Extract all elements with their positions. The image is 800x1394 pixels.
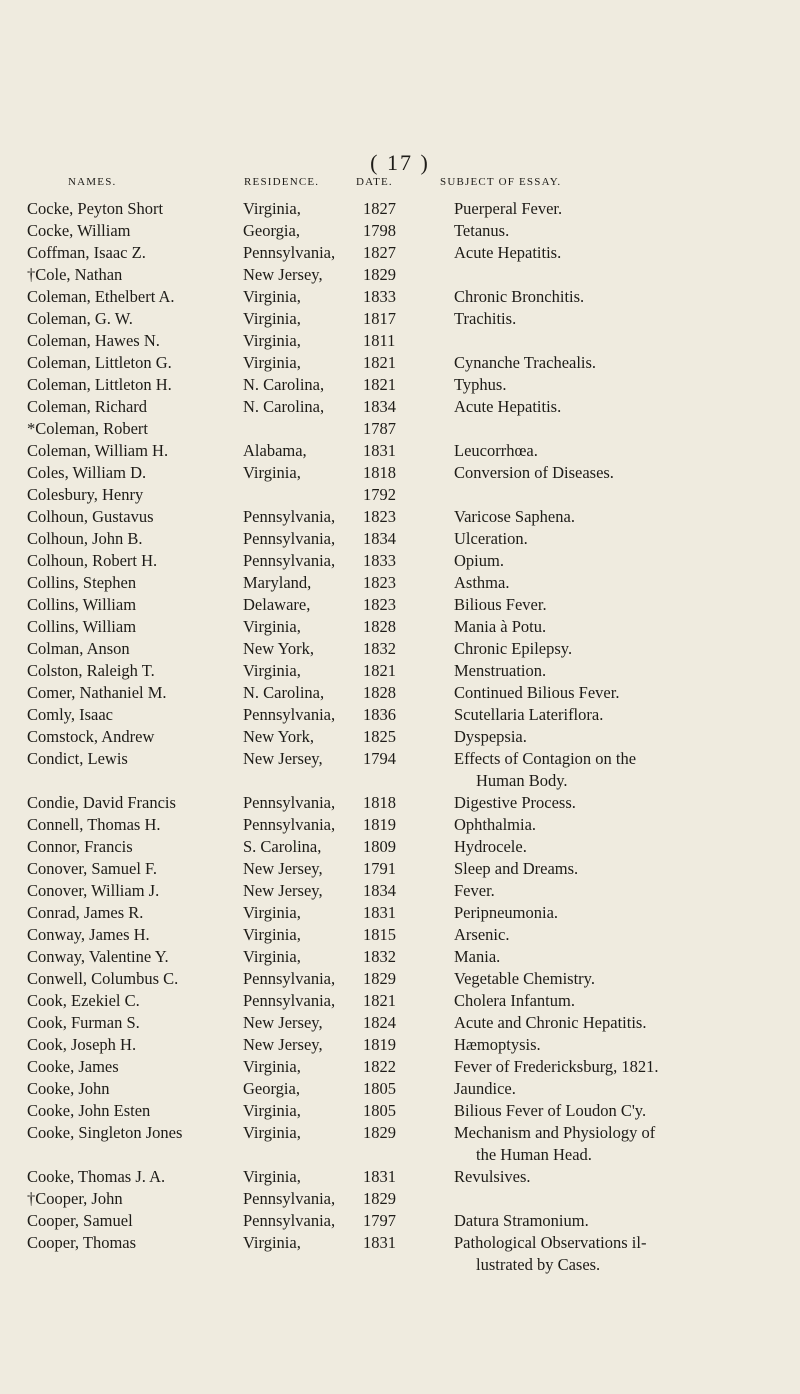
list-item xyxy=(0,418,800,440)
entry-residence: Maryland, xyxy=(243,573,312,592)
entry-residence: Pennsylvania, xyxy=(243,1189,336,1208)
entry-subject xyxy=(454,1034,794,1056)
list-item xyxy=(0,682,800,704)
entry-subject xyxy=(454,572,794,594)
entry-subject-line: Arsenic. xyxy=(454,925,510,944)
entry-date: 1825 xyxy=(363,727,396,746)
entry-subject-line: Opium. xyxy=(454,551,504,570)
entry-subject-line: Cholera Infantum. xyxy=(454,991,575,1010)
entry-subject-line: Chronic Bronchitis. xyxy=(454,287,585,306)
entry-residence: Virginia, xyxy=(243,1057,301,1076)
entry-date: 1792 xyxy=(363,485,396,504)
entry-date: 1829 xyxy=(363,1189,396,1208)
entry-residence: Virginia, xyxy=(243,309,301,328)
entry-residence: Delaware, xyxy=(243,595,311,614)
entry-residence: Virginia, xyxy=(243,1123,301,1142)
entry-date: 1831 xyxy=(363,1167,396,1186)
entry-subject xyxy=(454,836,794,858)
list-item xyxy=(0,726,800,748)
entry-subject xyxy=(454,968,794,990)
list-item xyxy=(0,704,800,726)
entry-name: †Cole, Nathan xyxy=(27,265,123,284)
list-item xyxy=(0,1034,800,1056)
entry-name: Conway, James H. xyxy=(27,925,150,944)
entry-residence: Virginia, xyxy=(243,331,301,350)
entry-name: Cooke, John Esten xyxy=(27,1101,151,1120)
entry-subject xyxy=(454,1012,794,1034)
entry-residence: Virginia, xyxy=(243,287,301,306)
entry-subject-line: Hydrocele. xyxy=(454,837,527,856)
entry-subject-line: Mechanism and Physiology of xyxy=(454,1123,656,1142)
entry-date: 1834 xyxy=(363,397,396,416)
entry-name: Coleman, Ethelbert A. xyxy=(27,287,175,306)
entry-subject xyxy=(454,1078,794,1100)
entry-subject-line: Acute Hepatitis. xyxy=(454,397,562,416)
header-date: DATE. xyxy=(356,176,393,188)
entry-date: 1805 xyxy=(363,1101,396,1120)
entry-residence: New Jersey, xyxy=(243,749,323,768)
entry-residence: Virginia, xyxy=(243,903,301,922)
entry-date: 1819 xyxy=(363,815,396,834)
entry-subject xyxy=(454,902,794,924)
list-item xyxy=(0,286,800,308)
entry-date: 1787 xyxy=(363,419,396,438)
entry-name: Coleman, William H. xyxy=(27,441,169,460)
entry-name: Cook, Joseph H. xyxy=(27,1035,137,1054)
entry-subject-line: Effects of Contagion on the xyxy=(454,749,637,768)
entry-subject-line: Acute Hepatitis. xyxy=(454,243,562,262)
list-item xyxy=(0,308,800,330)
entry-date: 1827 xyxy=(363,199,396,218)
entry-subject xyxy=(454,1166,794,1188)
entry-subject-line: Vegetable Chemistry. xyxy=(454,969,595,988)
entry-subject-line: Mania à Potu. xyxy=(454,617,547,636)
entry-date: 1829 xyxy=(363,265,396,284)
entry-subject xyxy=(454,528,794,550)
entry-name: Cooke, Singleton Jones xyxy=(27,1123,183,1142)
list-item xyxy=(0,638,800,660)
entry-residence: New Jersey, xyxy=(243,1013,323,1032)
entry-name: Conrad, James R. xyxy=(27,903,144,922)
entry-date: 1829 xyxy=(363,969,396,988)
list-item xyxy=(0,924,800,946)
entry-subject xyxy=(454,814,794,836)
entry-residence: Pennsylvania, xyxy=(243,551,336,570)
entry-subject-line: lustrated by Cases. xyxy=(476,1255,601,1274)
entry-date: 1817 xyxy=(363,309,396,328)
list-item xyxy=(0,506,800,528)
entry-subject xyxy=(454,286,794,308)
entry-residence: Pennsylvania, xyxy=(243,243,336,262)
entry-name: Collins, Stephen xyxy=(27,573,137,592)
entry-date: 1794 xyxy=(363,749,396,768)
column-headers xyxy=(0,176,800,196)
entry-subject-line: Datura Stramonium. xyxy=(454,1211,589,1230)
entry-residence: Virginia, xyxy=(243,947,301,966)
entry-residence: New Jersey, xyxy=(243,265,323,284)
list-item xyxy=(0,242,800,264)
entry-name: *Coleman, Robert xyxy=(27,419,148,438)
entry-subject xyxy=(454,792,794,814)
entry-name: Cooper, Samuel xyxy=(27,1211,133,1230)
entry-residence: Virginia, xyxy=(243,199,301,218)
entry-subject xyxy=(454,748,794,792)
entry-date: 1827 xyxy=(363,243,396,262)
entry-name: Cocke, Peyton Short xyxy=(27,199,164,218)
entry-name: Coleman, Littleton G. xyxy=(27,353,172,372)
entry-name: Cocke, William xyxy=(27,221,131,240)
entry-date: 1818 xyxy=(363,463,396,482)
entry-date: 1821 xyxy=(363,661,396,680)
list-item xyxy=(0,836,800,858)
entry-residence: New York, xyxy=(243,639,315,658)
entry-date: 1832 xyxy=(363,639,396,658)
entry-date: 1818 xyxy=(363,793,396,812)
entry-name: Condict, Lewis xyxy=(27,749,128,768)
header-names: NAMES. xyxy=(68,176,117,188)
entry-residence: Virginia, xyxy=(243,1167,301,1186)
entry-subject-line: Pathological Observations il- xyxy=(454,1233,647,1252)
list-item xyxy=(0,748,800,792)
entry-subject-line: Dyspepsia. xyxy=(454,727,527,746)
entry-name: Cooke, James xyxy=(27,1057,119,1076)
list-item xyxy=(0,484,800,506)
entry-subject-line: the Human Head. xyxy=(476,1145,592,1164)
entry-name: Conway, Valentine Y. xyxy=(27,947,169,966)
list-item xyxy=(0,814,800,836)
entry-subject-line: Trachitis. xyxy=(454,309,517,328)
entry-subject-line: Revulsives. xyxy=(454,1167,531,1186)
entry-subject xyxy=(454,660,794,682)
entries-list xyxy=(0,198,800,1276)
entry-residence: Virginia, xyxy=(243,617,301,636)
entry-residence: Georgia, xyxy=(243,1079,300,1098)
entry-name: Collins, William xyxy=(27,617,137,636)
entry-name: Condie, David Francis xyxy=(27,793,176,812)
entry-subject-line: Mania. xyxy=(454,947,501,966)
entry-subject xyxy=(454,638,794,660)
entry-subject xyxy=(454,242,794,264)
list-item xyxy=(0,1210,800,1232)
entry-subject xyxy=(454,594,794,616)
entry-date: 1791 xyxy=(363,859,396,878)
entry-date: 1824 xyxy=(363,1013,396,1032)
entry-date: 1819 xyxy=(363,1035,396,1054)
list-item xyxy=(0,792,800,814)
entry-subject-line: Leucorrhœa. xyxy=(454,441,538,460)
entry-date: 1833 xyxy=(363,287,396,306)
entry-date: 1823 xyxy=(363,573,396,592)
entry-residence: Virginia, xyxy=(243,463,301,482)
header-subject: SUBJECT OF ESSAY. xyxy=(440,176,562,188)
list-item xyxy=(0,572,800,594)
entry-date: 1809 xyxy=(363,837,396,856)
entry-name: Colman, Anson xyxy=(27,639,130,658)
entry-subject-line: Peripneumonia. xyxy=(454,903,559,922)
entry-name: Cooke, Thomas J. A. xyxy=(27,1167,166,1186)
entry-name: Comstock, Andrew xyxy=(27,727,155,746)
entry-subject-line: Hæmoptysis. xyxy=(454,1035,541,1054)
entry-name: Conover, Samuel F. xyxy=(27,859,158,878)
entry-subject-line: Continued Bilious Fever. xyxy=(454,683,620,702)
entry-name: Coleman, Hawes N. xyxy=(27,331,160,350)
entry-subject-line: Tetanus. xyxy=(454,221,510,240)
list-item xyxy=(0,858,800,880)
entry-name: Connell, Thomas H. xyxy=(27,815,161,834)
list-item xyxy=(0,902,800,924)
entry-subject-line: Scutellaria Lateriflora. xyxy=(454,705,604,724)
entry-name: Colhoun, Gustavus xyxy=(27,507,154,526)
entry-subject-line: Fever of Fredericksburg, 1821. xyxy=(454,1057,659,1076)
list-item xyxy=(0,1078,800,1100)
entry-name: Comer, Nathaniel M. xyxy=(27,683,167,702)
entry-residence: Pennsylvania, xyxy=(243,1211,336,1230)
entry-subject-line: Ulceration. xyxy=(454,529,528,548)
list-item xyxy=(0,396,800,418)
entry-date: 1798 xyxy=(363,221,396,240)
entry-residence: N. Carolina, xyxy=(243,397,325,416)
list-item xyxy=(0,220,800,242)
entry-date: 1822 xyxy=(363,1057,396,1076)
entry-subject xyxy=(454,1100,794,1122)
entry-residence: Pennsylvania, xyxy=(243,507,336,526)
entry-date: 1797 xyxy=(363,1211,396,1230)
entry-subject-line: Sleep and Dreams. xyxy=(454,859,579,878)
entry-subject xyxy=(454,550,794,572)
entry-subject xyxy=(454,352,794,374)
list-item xyxy=(0,616,800,638)
entry-name: Coles, William D. xyxy=(27,463,147,482)
list-item xyxy=(0,594,800,616)
entry-date: 1828 xyxy=(363,617,396,636)
entry-subject xyxy=(454,462,794,484)
list-item xyxy=(0,1012,800,1034)
entry-name: Collins, William xyxy=(27,595,137,614)
entry-residence: S. Carolina, xyxy=(243,837,322,856)
entry-name: Cooper, Thomas xyxy=(27,1233,137,1252)
entry-date: 1811 xyxy=(363,331,396,350)
entry-subject-line: Cynanche Trachealis. xyxy=(454,353,597,372)
entry-name: Cooke, John xyxy=(27,1079,110,1098)
entry-subject-line: Menstruation. xyxy=(454,661,547,680)
entry-subject-line: Typhus. xyxy=(454,375,507,394)
entry-residence: New Jersey, xyxy=(243,881,323,900)
entry-subject xyxy=(454,1210,794,1232)
entry-subject xyxy=(454,220,794,242)
entry-residence: Pennsylvania, xyxy=(243,529,336,548)
list-item xyxy=(0,1232,800,1276)
list-item xyxy=(0,880,800,902)
list-item xyxy=(0,1100,800,1122)
list-item xyxy=(0,462,800,484)
entry-subject xyxy=(454,374,794,396)
list-item xyxy=(0,968,800,990)
list-item xyxy=(0,330,800,352)
entry-subject xyxy=(454,506,794,528)
entry-residence: Virginia, xyxy=(243,1233,301,1252)
entry-subject xyxy=(454,1056,794,1078)
entry-date: 1833 xyxy=(363,551,396,570)
page-number: ( 17 ) xyxy=(370,150,430,175)
entry-date: 1832 xyxy=(363,947,396,966)
entry-date: 1821 xyxy=(363,375,396,394)
entry-subject-line: Digestive Process. xyxy=(454,793,576,812)
entry-subject-line: Varicose Saphena. xyxy=(454,507,575,526)
list-item xyxy=(0,528,800,550)
entry-name: Colhoun, Robert H. xyxy=(27,551,158,570)
entry-subject-line: Puerperal Fever. xyxy=(454,199,563,218)
entry-subject xyxy=(454,616,794,638)
entry-date: 1836 xyxy=(363,705,396,724)
entry-name: Coleman, G. W. xyxy=(27,309,133,328)
entry-subject-line: Chronic Epilepsy. xyxy=(454,639,573,658)
list-item xyxy=(0,1056,800,1078)
entry-residence: Virginia, xyxy=(243,925,301,944)
entry-subject xyxy=(454,1122,794,1166)
list-item xyxy=(0,440,800,462)
entry-subject xyxy=(454,308,794,330)
list-item xyxy=(0,1188,800,1210)
entry-residence: New Jersey, xyxy=(243,859,323,878)
entry-subject xyxy=(454,704,794,726)
entry-subject-line: Jaundice. xyxy=(454,1079,516,1098)
entry-date: 1828 xyxy=(363,683,396,702)
list-item xyxy=(0,946,800,968)
entry-date: 1831 xyxy=(363,441,396,460)
list-item xyxy=(0,352,800,374)
list-item xyxy=(0,1166,800,1188)
entry-subject xyxy=(454,946,794,968)
entry-residence: Virginia, xyxy=(243,1101,301,1120)
entry-subject-line: Human Body. xyxy=(476,771,568,790)
entry-name: Coleman, Richard xyxy=(27,397,148,416)
entry-date: 1821 xyxy=(363,991,396,1010)
entry-date: 1834 xyxy=(363,529,396,548)
entry-date: 1831 xyxy=(363,903,396,922)
entry-name: †Cooper, John xyxy=(27,1189,123,1208)
list-item xyxy=(0,374,800,396)
list-item xyxy=(0,198,800,220)
entry-subject xyxy=(454,726,794,748)
entry-name: Coffman, Isaac Z. xyxy=(27,243,146,262)
entry-name: Comly, Isaac xyxy=(27,705,113,724)
entry-date: 1823 xyxy=(363,507,396,526)
entry-residence: Virginia, xyxy=(243,661,301,680)
list-item xyxy=(0,550,800,572)
entry-subject xyxy=(454,880,794,902)
list-item xyxy=(0,1122,800,1166)
entry-date: 1823 xyxy=(363,595,396,614)
entry-name: Cook, Ezekiel C. xyxy=(27,991,140,1010)
entry-subject xyxy=(454,440,794,462)
entry-subject-line: Bilious Fever. xyxy=(454,595,547,614)
entry-name: Cook, Furman S. xyxy=(27,1013,140,1032)
entry-subject-line: Conversion of Diseases. xyxy=(454,463,614,482)
entry-residence: Pennsylvania, xyxy=(243,991,336,1010)
entry-name: Conover, William J. xyxy=(27,881,160,900)
entry-name: Colston, Raleigh T. xyxy=(27,661,155,680)
entry-date: 1821 xyxy=(363,353,396,372)
entry-subject xyxy=(454,682,794,704)
entry-subject-line: Acute and Chronic Hepatitis. xyxy=(454,1013,647,1032)
entry-name: Coleman, Littleton H. xyxy=(27,375,172,394)
entry-date: 1834 xyxy=(363,881,396,900)
entry-residence: New Jersey, xyxy=(243,1035,323,1054)
entry-subject-line: Asthma. xyxy=(454,573,510,592)
entry-subject xyxy=(454,858,794,880)
entry-residence: Georgia, xyxy=(243,221,300,240)
entry-name: Colhoun, John B. xyxy=(27,529,143,548)
entry-subject-line: Ophthalmia. xyxy=(454,815,537,834)
entry-subject xyxy=(454,924,794,946)
entry-subject xyxy=(454,1232,794,1276)
entry-residence: Pennsylvania, xyxy=(243,815,336,834)
entry-subject xyxy=(454,198,794,220)
entry-date: 1815 xyxy=(363,925,396,944)
list-item xyxy=(0,990,800,1012)
entry-residence: New York, xyxy=(243,727,315,746)
entry-residence: Pennsylvania, xyxy=(243,793,336,812)
entry-residence: Pennsylvania, xyxy=(243,969,336,988)
entry-residence: N. Carolina, xyxy=(243,683,325,702)
entry-residence: Virginia, xyxy=(243,353,301,372)
entry-subject xyxy=(454,990,794,1012)
entry-date: 1805 xyxy=(363,1079,396,1098)
entry-name: Conwell, Columbus C. xyxy=(27,969,179,988)
entry-date: 1829 xyxy=(363,1123,396,1142)
entry-name: Colesbury, Henry xyxy=(27,485,144,504)
entry-subject-line: Bilious Fever of Loudon C'y. xyxy=(454,1101,647,1120)
entry-residence: N. Carolina, xyxy=(243,375,325,394)
entry-date: 1831 xyxy=(363,1233,396,1252)
list-item xyxy=(0,264,800,286)
entry-name: Connor, Francis xyxy=(27,837,133,856)
header-residence: RESIDENCE. xyxy=(244,176,320,188)
list-item xyxy=(0,660,800,682)
entry-subject-line: Fever. xyxy=(454,881,495,900)
entry-residence: Pennsylvania, xyxy=(243,705,336,724)
entry-residence: Alabama, xyxy=(243,441,307,460)
entry-subject xyxy=(454,396,794,418)
